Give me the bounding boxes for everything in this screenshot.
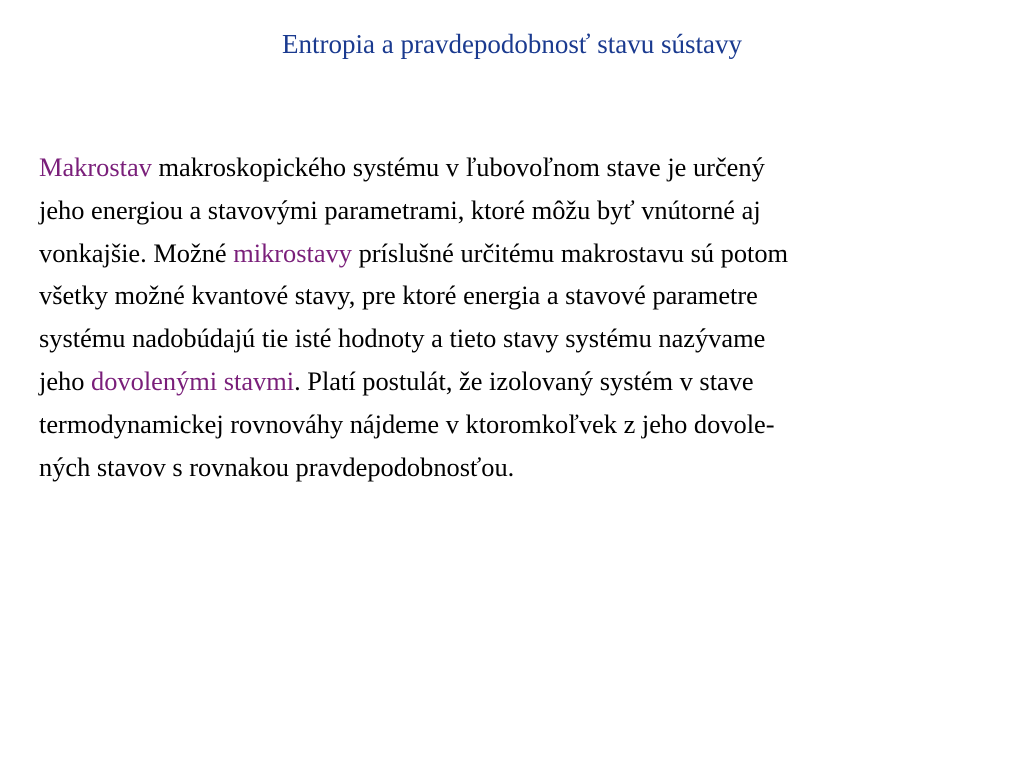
- text-segment: makroskopického systému v ľubovoľnom stave je určený: [151, 152, 765, 182]
- highlighted-term: dovolenými stavmi: [91, 365, 295, 396]
- text-line: [39, 232, 1014, 275]
- slide-title: Entropia a pravdepodobnosť stavu sústavy: [282, 29, 742, 59]
- text-segment: príslušné určitému makrostavu sú potom: [351, 237, 789, 268]
- text-segment: ných stavov s rovnakou pravdepodobnosťou.: [39, 451, 515, 482]
- text-segment: vonkajšie. Možné: [39, 237, 234, 268]
- text-line: [39, 189, 1014, 232]
- highlighted-term: mikrostavy: [233, 237, 352, 268]
- text-segment: jeho energiou a stavovými parametrami, ktoré môžu byť vnútorné aj: [39, 194, 761, 225]
- text-line: [39, 446, 1014, 489]
- text-line: [39, 360, 1014, 403]
- text-line: [39, 274, 1014, 317]
- text-segment: termodynamickej rovnováhy nájdeme v ktoromkoľvek z jeho dovole-: [39, 408, 775, 439]
- text-segment: jeho: [39, 365, 92, 396]
- slide-body-text: [39, 146, 1014, 488]
- text-line: [39, 403, 1014, 446]
- text-segment: . Platí postulát, že izolovaný systém v stave: [294, 365, 754, 396]
- text-segment: všetky možné kvantové stavy, pre ktoré energia a stavové parametre: [39, 280, 758, 311]
- highlighted-term: Makrostav: [39, 152, 152, 182]
- text-segment: systému nadobúdajú tie isté hodnoty a tieto stavy systému nazývame: [39, 323, 766, 354]
- text-line: [39, 146, 1014, 189]
- text-line: [39, 317, 1014, 360]
